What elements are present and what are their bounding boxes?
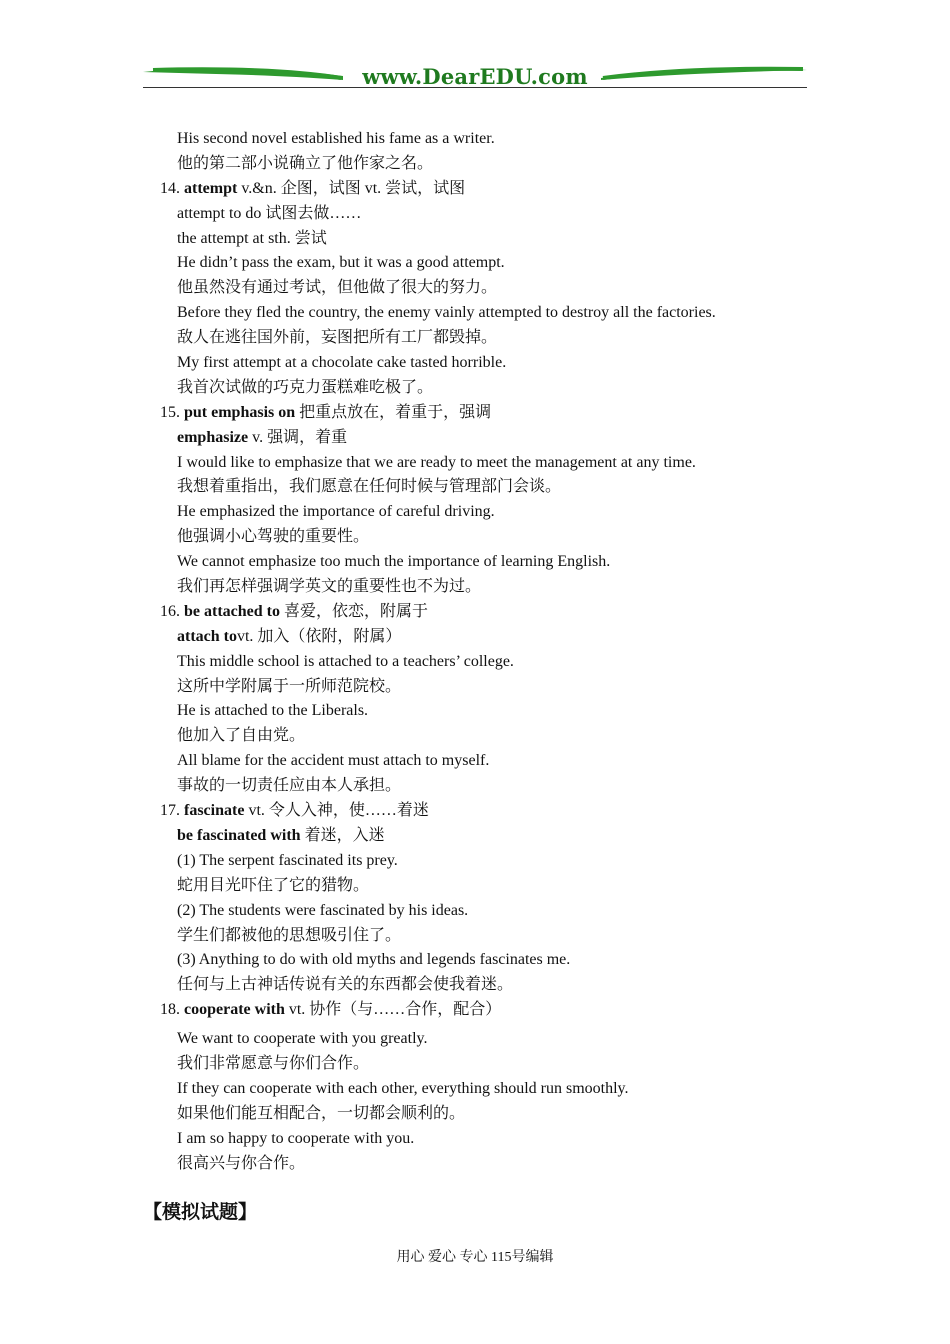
vocab-term: be fascinated with [177, 826, 301, 844]
line-text: 把重点放在，着重于，强调 [295, 403, 492, 421]
text-line [160, 451, 800, 476]
text-line [160, 500, 800, 525]
line-text: 很高兴与你合作。 [177, 1154, 306, 1172]
text-line [160, 948, 800, 973]
text-line [160, 127, 800, 152]
line-text: vt. 协作（与……合作，配合） [284, 1001, 502, 1019]
vocab-term: cooperate with [184, 1001, 285, 1019]
text-line [160, 1102, 800, 1127]
line-text: Before they fled the country, the enemy vainly attempted to destroy all the factories. [177, 304, 716, 322]
line-text: He emphasized the importance of careful driving. [177, 503, 495, 521]
text-line [160, 550, 800, 575]
line-text: 17. [160, 802, 184, 820]
line-text: the attempt at sth. 尝试 [177, 229, 327, 247]
vocab-term: put emphasis on [184, 403, 296, 421]
vocab-term: be attached to [184, 602, 280, 620]
text-line [160, 774, 800, 799]
vocab-entry-heading [160, 998, 800, 1023]
line-text: 这所中学附属于一所师范院校。 [177, 677, 402, 695]
line-text: 他虽然没有通过考试，但他做了很大的努力。 [177, 279, 498, 297]
line-text: 如果他们能互相配合，一切都会顺利的。 [177, 1104, 466, 1122]
text-line [160, 724, 800, 749]
text-line [160, 849, 800, 874]
text-line [160, 1127, 800, 1152]
line-text: He is attached to the Liberals. [177, 702, 369, 720]
text-line [160, 202, 800, 227]
vocab-entry-heading [160, 177, 800, 202]
line-text: 我想着重指出，我们愿意在任何时候与管理部门会谈。 [177, 478, 562, 496]
text-line [160, 874, 800, 899]
text-line [160, 749, 800, 774]
text-line [160, 326, 800, 351]
line-text: 我们再怎样强调学英文的重要性也不为过。 [177, 578, 482, 596]
document-body [160, 127, 800, 1176]
line-text: 14. [160, 179, 184, 197]
line-text: vt. 加入（依附，附属） [236, 627, 402, 645]
line-text: v.&n. 企图，试图 vt. 尝试，试图 [237, 179, 466, 197]
vocab-entry-heading [160, 799, 800, 824]
text-line [160, 924, 800, 949]
line-text: His second novel established his fame as a writer. [177, 130, 495, 147]
line-text: 16. [160, 602, 184, 620]
line-text: This middle school is attached to a teachers’ college. [177, 652, 514, 670]
line-text: 着迷，入迷 [300, 826, 385, 844]
text-line [160, 699, 800, 724]
line-text: vt. 令人入神，使……着迷 [244, 802, 429, 820]
text-line [160, 650, 800, 675]
vocab-term: emphasize [177, 428, 249, 446]
line-text: 他强调小心驾驶的重要性。 [177, 528, 370, 546]
line-text: 蛇用目光吓住了它的猎物。 [177, 876, 370, 894]
text-line [160, 675, 800, 700]
text-line [160, 824, 800, 849]
line-text: 任何与上古神话传说有关的东西都会使我着迷。 [177, 976, 514, 994]
line-text: 学生们都被他的思想吸引住了。 [177, 926, 402, 944]
text-line [160, 1152, 800, 1177]
line-text: (3) Anything to do with old myths and legends fascinates me. [177, 951, 571, 969]
line-text: My first attempt at a chocolate cake tasted horrible. [177, 354, 507, 372]
text-line [160, 1027, 800, 1052]
text-line [160, 475, 800, 500]
text-line [160, 625, 800, 650]
text-line [160, 251, 800, 276]
page-footer: 用心 爱心 专心 115号编辑 [396, 1250, 554, 1265]
text-line [160, 575, 800, 600]
line-text: 18. [160, 1001, 184, 1019]
line-text: All blame for the accident must attach to myself. [177, 752, 490, 770]
text-line [160, 301, 800, 326]
vocab-entry-heading [160, 401, 800, 426]
text-line [160, 426, 800, 451]
line-text: I would like to emphasize that we are ready to meet the management at any time. [177, 453, 696, 471]
line-text: 15. [160, 403, 184, 421]
vocab-entry-heading [160, 600, 800, 625]
text-line [160, 525, 800, 550]
vocab-term: attempt [184, 179, 238, 197]
line-text: 他加入了自由党。 [177, 727, 306, 745]
line-text: 喜爱，依恋，附属于 [279, 602, 428, 620]
line-text: 他的第二部小说确立了他作家之名。 [177, 154, 434, 172]
line-text: I am so happy to cooperate with you. [177, 1129, 415, 1147]
line-text: 我首次试做的巧克力蛋糕难吃极了。 [177, 378, 434, 396]
line-text: attempt to do 试图去做…… [177, 204, 362, 222]
line-text: (1) The serpent fascinated its prey. [177, 851, 398, 869]
text-line [160, 376, 800, 401]
vocab-term: attach to [177, 627, 237, 645]
text-line [160, 152, 800, 177]
text-line [160, 899, 800, 924]
line-text: We cannot emphasize too much the importance of learning English. [177, 553, 611, 571]
text-line [160, 276, 800, 301]
text-line [160, 973, 800, 998]
site-logo-text: www.DearEDU.com [362, 64, 588, 89]
text-line [160, 1077, 800, 1102]
line-text: v. 强调，着重 [248, 428, 348, 446]
header-rule [143, 87, 807, 88]
line-text: We want to cooperate with you greatly. [177, 1030, 428, 1048]
text-line [160, 227, 800, 252]
line-text: 敌人在逃往国外前，妄图把所有工厂都毁掉。 [177, 329, 498, 347]
line-text: 事故的一切责任应由本人承担。 [177, 777, 402, 795]
line-text: If they can cooperate with each other, everything should run smoothly. [177, 1079, 629, 1097]
section-heading: 【模拟试题】 [143, 1201, 258, 1223]
line-text: He didn’t pass the exam, but it was a good attempt. [177, 254, 505, 272]
vocab-term: fascinate [184, 802, 245, 820]
line-text: 我们非常愿意与你们合作。 [177, 1054, 370, 1072]
text-line [160, 1052, 800, 1077]
text-line [160, 351, 800, 376]
line-text: (2) The students were fascinated by his ideas. [177, 901, 469, 919]
